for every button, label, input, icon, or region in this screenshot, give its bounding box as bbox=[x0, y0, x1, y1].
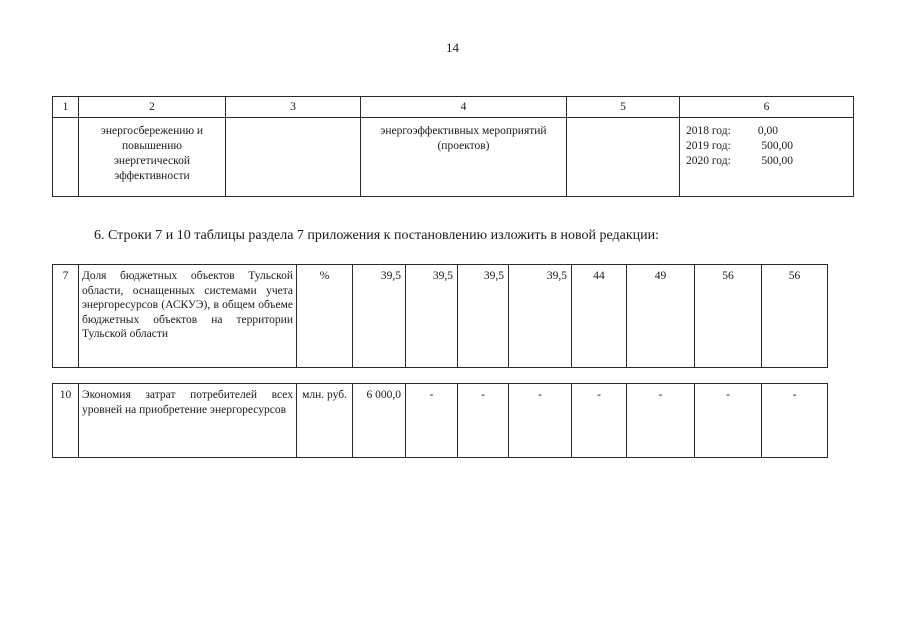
indicator-table-row-7 bbox=[52, 264, 828, 368]
header-cell: 4 bbox=[361, 97, 567, 118]
indicator-name: Экономия затрат потребителей всех уровней на приобретение энергоресурсов bbox=[79, 384, 297, 458]
value-cell: 39,5 bbox=[353, 265, 406, 368]
value-cell: - bbox=[458, 384, 509, 458]
table-header-row bbox=[53, 97, 854, 118]
funding-year: 2018 год: bbox=[686, 125, 731, 137]
header-cell: 6 bbox=[680, 97, 854, 118]
value-cell: 6 000,0 bbox=[353, 384, 406, 458]
value-cell: - bbox=[406, 384, 458, 458]
funding-year: 2019 год: bbox=[686, 140, 731, 152]
value-cell: - bbox=[509, 384, 572, 458]
table-row bbox=[53, 384, 828, 458]
value-cell: 39,5 bbox=[509, 265, 572, 368]
funding-year: 2020 год: bbox=[686, 155, 731, 167]
value-cell: - bbox=[695, 384, 762, 458]
indicator-name: Доля бюджетных объектов Тульской области, оснащенных системами учета энергоресурсов (АСКУЭ), в общем объеме бюджетных объектов на территории Тульской области bbox=[79, 265, 297, 368]
value-cell: 49 bbox=[627, 265, 695, 368]
value-cell: 56 bbox=[762, 265, 828, 368]
unit-cell: млн. руб. bbox=[297, 384, 353, 458]
value-cell: - bbox=[572, 384, 627, 458]
funding-line bbox=[686, 154, 850, 169]
text-line: эффективности bbox=[114, 170, 190, 182]
value-cell: - bbox=[627, 384, 695, 458]
header-cell: 1 bbox=[53, 97, 79, 118]
indicator-table-row-10 bbox=[52, 383, 828, 458]
instruction-text: 6. Строки 7 и 10 таблицы раздела 7 приложения к постановлению изложить в новой редакции: bbox=[94, 228, 660, 243]
funding-value: 500,00 bbox=[761, 140, 793, 152]
unit-cell: % bbox=[297, 265, 353, 368]
funding-value: 500,00 bbox=[761, 155, 793, 167]
table-cell bbox=[567, 118, 680, 197]
continuation-table bbox=[52, 96, 854, 197]
value-cell: - bbox=[762, 384, 828, 458]
value-cell: 39,5 bbox=[406, 265, 458, 368]
value-cell: 56 bbox=[695, 265, 762, 368]
header-cell: 2 bbox=[79, 97, 226, 118]
text-line: повышению bbox=[122, 140, 182, 152]
funding-line bbox=[686, 139, 850, 154]
table-cell bbox=[226, 118, 361, 197]
page-number: 14 bbox=[446, 40, 459, 55]
value-cell: 44 bbox=[572, 265, 627, 368]
row-number: 10 bbox=[53, 384, 79, 458]
funding-value: 0,00 bbox=[757, 125, 778, 137]
text-line: энергоэффективных мероприятий bbox=[380, 125, 547, 137]
row-number: 7 bbox=[53, 265, 79, 368]
text-line: (проектов) bbox=[437, 140, 490, 152]
table-cell-funding bbox=[680, 118, 854, 197]
table-cell-measures bbox=[361, 118, 567, 197]
table-cell bbox=[53, 118, 79, 197]
table-row bbox=[53, 265, 828, 368]
text-line: энергосбережению и bbox=[100, 125, 204, 137]
value-cell: 39,5 bbox=[458, 265, 509, 368]
table-row bbox=[53, 118, 854, 197]
text-line: энергетической bbox=[114, 155, 190, 167]
table-cell-purpose bbox=[79, 118, 226, 197]
funding-line bbox=[686, 124, 850, 139]
header-cell: 5 bbox=[567, 97, 680, 118]
header-cell: 3 bbox=[226, 97, 361, 118]
